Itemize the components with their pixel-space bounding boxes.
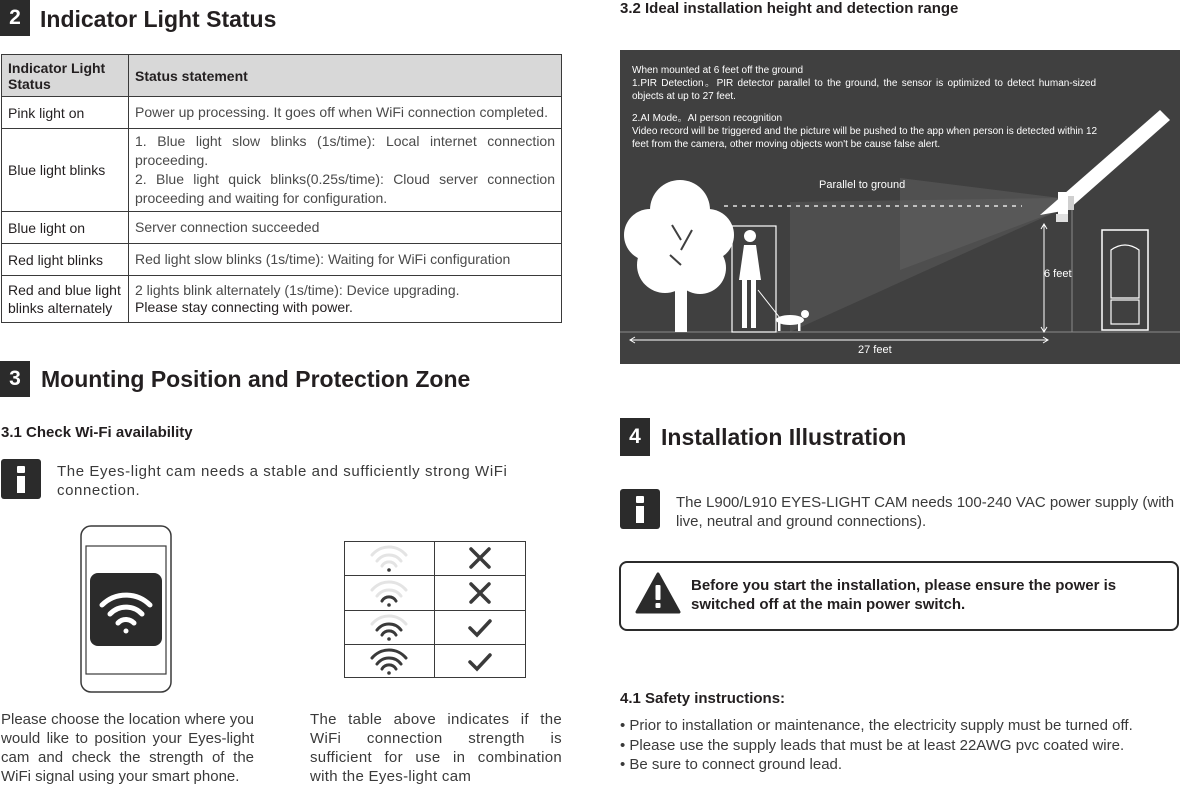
subsection-3-2-title: 3.2 Ideal installation height and detection range — [620, 0, 959, 17]
statement-line: Server connection succeeded — [135, 219, 320, 235]
statement-line: Power up processing. It goes off when WiFi connection completed. — [135, 104, 548, 120]
check-icon — [470, 655, 490, 669]
range-dimension-line — [630, 337, 1048, 343]
table-row — [2, 129, 562, 212]
scene-ai-title: 2.AI Mode。AI person recognition — [632, 113, 783, 124]
power-supply-text: The L900/L910 EYES-LIGHT CAM needs 100-240 VAC power supply (with live, neutral and ground connections). — [676, 494, 1175, 530]
statement-line: 1. Blue light slow blinks (1s/time): Local internet connection proceeding. — [135, 133, 555, 168]
table-header-statement: Status statement — [129, 55, 562, 97]
cross-icon — [471, 549, 489, 567]
info-icon — [1, 459, 41, 499]
section-2-title: Indicator Light Status — [40, 6, 277, 32]
light-name: Blue light on — [2, 212, 129, 244]
tree-icon — [624, 180, 734, 332]
camera-icon — [1056, 192, 1074, 222]
table-header-light: Indicator Light Status — [2, 55, 129, 97]
wifi-strength-table — [344, 541, 526, 678]
light-statement — [129, 212, 562, 244]
table-row — [2, 276, 562, 323]
section-4-title: Installation Illustration — [661, 424, 907, 450]
statement-line: Red light slow blinks (1s/time): Waiting for WiFi configuration — [135, 251, 511, 267]
statement-line: 2 lights blink alternately (1s/time): Device upgrading. — [135, 282, 460, 298]
check-icon — [470, 621, 490, 635]
scene-pir-text: 1.PIR Detection。PIR detector parallel to the ground, the sensor is optimized to detect human-sized objects at up to 27 feet. — [632, 78, 1096, 102]
power-warning-text: Before you start the installation, please ensure the power is switched off at the main power switch. — [691, 577, 1117, 613]
scene-drawing — [620, 50, 1180, 364]
smartphone-illustration — [80, 525, 172, 693]
list-item: • Please use the supply leads that must be at least 22AWG pvc coated wire. — [620, 736, 1125, 754]
statement-line: Please stay connecting with power. — [135, 299, 353, 315]
wifi-strength-grid — [344, 541, 526, 678]
wifi-4-bars-icon — [372, 650, 406, 675]
wifi-3-bars-icon — [372, 616, 406, 641]
light-name: Red and blue light blinks alternately — [2, 276, 129, 323]
detection-range-illustration — [620, 50, 1180, 364]
subsection-3-1-title: 3.1 Check Wi-Fi availability — [1, 424, 193, 441]
section-2-badge: 2 — [0, 0, 30, 36]
parallel-to-ground-label: Parallel to ground — [819, 179, 906, 191]
wifi-requirement-text: The Eyes-light cam needs a stable and sufficiently strong WiFi connection. — [57, 463, 508, 499]
light-statement — [129, 244, 562, 276]
light-name: Blue light blinks — [2, 129, 129, 212]
scene-mount-text: When mounted at 6 feet off the ground — [632, 65, 804, 76]
list-item: • Prior to installation or maintenance, the electricity supply must be turned off. — [620, 717, 1133, 734]
light-name: Pink light on — [2, 97, 129, 129]
list-item: • Be sure to connect ground lead. — [620, 756, 843, 773]
light-statement — [129, 97, 562, 129]
statement-line: 2. Blue light quick blinks(0.25s/time): Cloud server connection proceeding and waiting for configuration. — [135, 171, 555, 206]
indicator-status-table — [1, 54, 562, 323]
table-row — [2, 212, 562, 244]
range-label: 27 feet — [858, 344, 892, 356]
phone-caption: Please choose the location where you would like to position your Eyes-light cam and check the strength of the WiFi signal using your smart phone. — [1, 711, 254, 785]
table-row — [2, 97, 562, 129]
light-statement — [129, 129, 562, 212]
section-3-title: Mounting Position and Protection Zone — [41, 366, 471, 392]
light-statement — [129, 276, 562, 323]
table-header-row — [2, 55, 562, 97]
power-warning-box — [619, 561, 1179, 631]
info-icon — [620, 489, 660, 529]
wifi-2-bars-icon — [372, 582, 406, 607]
cross-icon — [471, 584, 489, 602]
section-4-badge: 4 — [620, 418, 650, 456]
wifi-1-bar-icon — [372, 547, 406, 572]
light-name: Red light blinks — [2, 244, 129, 276]
wifi-table-caption: The table above indicates if the WiFi connection strength is sufficient for use in combination with the Eyes-light cam — [310, 711, 562, 785]
section-3-badge: 3 — [0, 361, 30, 397]
table-row — [2, 244, 562, 276]
warning-icon — [635, 572, 681, 614]
scene-ai-text: Video record will be triggered and the picture will be pushed to the app when person is detected within 12 feet from the camera, other moving objects won't be cause false alert. — [632, 126, 1098, 150]
subsection-4-1-title: 4.1 Safety instructions: — [620, 690, 786, 707]
height-label: 6 feet — [1044, 268, 1072, 280]
safety-instructions-list — [620, 716, 1133, 775]
